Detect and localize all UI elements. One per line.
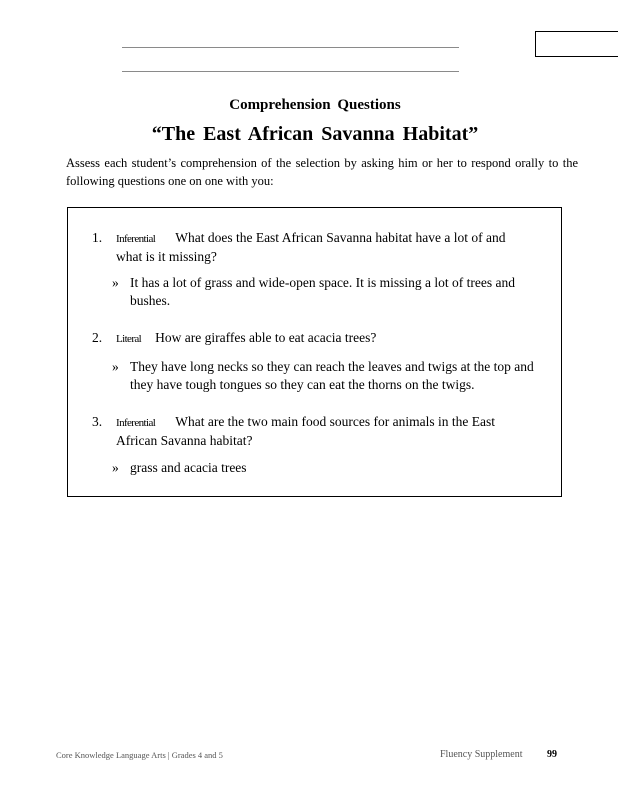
intro-paragraph: Assess each student’s comprehension of the selection by asking him or her to respond orally to the following questions one on one with you: [66,156,578,188]
question-text: What are the two main food sources for animals in the East African Savanna habitat? [116,414,495,448]
footer-left: Core Knowledge Language Arts | Grades 4 and 5 [56,750,223,760]
question-text: How are giraffes able to eat acacia trees? [155,330,377,345]
answer-text: They have long necks so they can reach the leaves and twigs at the top and they have tough tongues so they can eat the thorns on the twigs. [130,359,534,392]
answer-item [112,274,552,310]
answer-text: grass and acacia trees [130,460,247,475]
story-title: “The East African Savanna Habitat” [151,123,479,145]
answer-marker: » [112,275,119,290]
page-number: 99 [547,749,557,760]
question-item [92,329,532,348]
question-number: 1. [92,230,103,245]
question-text: What does the East African Savanna habitat have a lot of and what is it missing? [116,230,506,264]
question-type: Literal [116,333,142,345]
corner-box [535,31,618,57]
answer-item [112,459,552,477]
question-type: Inferential [116,417,156,429]
questions-box [67,207,562,497]
answer-marker: » [112,460,119,475]
section-title: Comprehension Questions [229,97,401,113]
answer-text: It has a lot of grass and wide-open space. It is missing a lot of trees and bushes. [130,275,516,308]
question-type: Inferential [116,233,156,245]
name-line [122,47,459,48]
question-number: 2. [92,330,103,345]
question-item [92,229,532,266]
answer-item [112,358,552,394]
question-number: 3. [92,414,103,429]
date-line [122,71,459,72]
footer-right: Fluency Supplement [440,749,523,760]
question-item [92,413,532,450]
answer-marker: » [112,359,119,374]
